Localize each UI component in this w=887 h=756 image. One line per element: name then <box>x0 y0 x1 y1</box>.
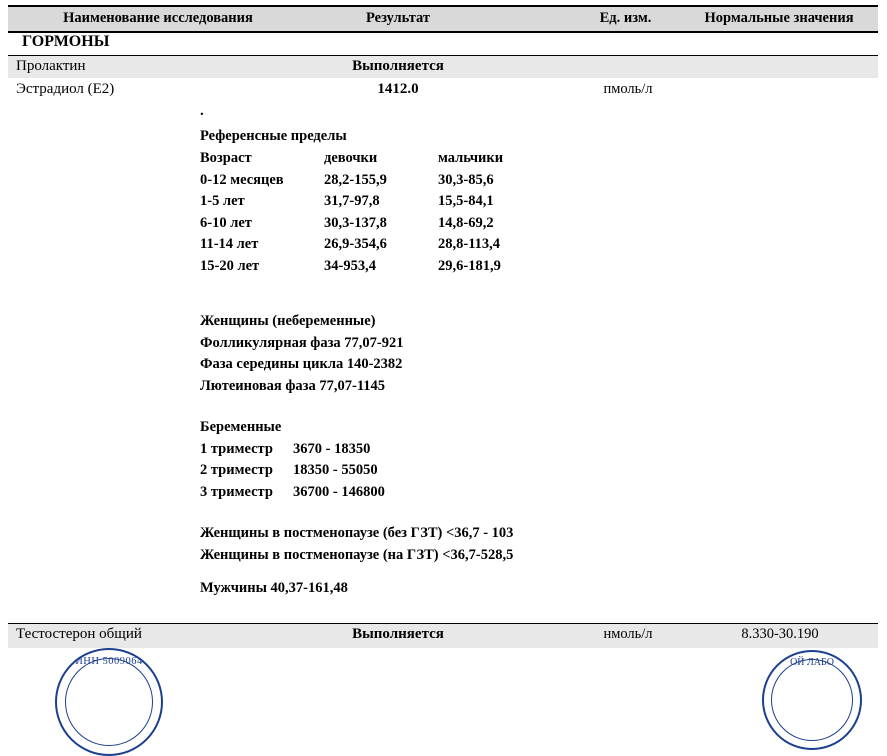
row-unit: пмоль/л <box>603 81 653 97</box>
trimester-label: 2 триместр <box>200 462 273 478</box>
column-header-unit: Ед. изм. <box>599 10 652 26</box>
trimester-label: 1 триместр <box>200 440 273 457</box>
stamp-left <box>55 648 163 756</box>
age-label: 6-10 лет <box>200 214 252 231</box>
women-line-3: Лютеиновая фаза 77,07-1145 <box>200 377 386 394</box>
table-row <box>200 234 578 256</box>
stamp-inner-ring <box>65 658 153 746</box>
reference-limits-block <box>200 104 720 600</box>
row-result: 1412.0 <box>377 81 419 97</box>
row-result: Выполняется <box>352 58 444 74</box>
table-row <box>200 439 385 461</box>
table-row <box>200 170 578 192</box>
reference-age-table <box>200 148 578 277</box>
spacer <box>200 566 720 578</box>
stamp-left-text: ИНН 5009064 <box>75 656 143 667</box>
row-name: Тестостерон общий <box>16 626 142 642</box>
section-title: ГОРМОНЫ <box>22 33 110 50</box>
table-header <box>8 5 878 33</box>
table-row <box>200 482 385 504</box>
age-label: 0-12 месяцев <box>200 171 284 188</box>
table-row <box>200 256 578 278</box>
row-name: Эстрадиол (Е2) <box>16 81 115 97</box>
table-row <box>200 213 578 235</box>
column-header-name: Наименование исследования <box>63 10 253 26</box>
spacer <box>200 277 720 311</box>
stamp-right <box>762 650 862 750</box>
age-label: 15-20 лет <box>200 257 260 274</box>
leading-dot: . <box>200 103 204 119</box>
reference-col-girls: девочки <box>324 150 378 166</box>
stamp-inner-ring <box>771 659 853 741</box>
boys-value: 28,8-113,4 <box>438 236 501 252</box>
row-norm: 8.330-30.190 <box>741 626 819 642</box>
reference-col-boys: мальчики <box>438 150 504 166</box>
table-row <box>8 623 878 648</box>
women-title: Женщины (небеременные) <box>200 313 376 329</box>
row-result: Выполняется <box>352 626 444 642</box>
reference-title: Референсные пределы <box>200 128 347 144</box>
column-header-result: Результат <box>365 10 431 26</box>
trimester-value: 36700 - 146800 <box>293 483 385 500</box>
boys-value: 29,6-181,9 <box>438 257 501 274</box>
table-row <box>8 56 878 78</box>
table-row <box>8 79 878 101</box>
girls-value: 34-953,4 <box>324 257 376 274</box>
pregnant-trimester-table <box>200 439 385 504</box>
row-name: Пролактин <box>16 58 86 74</box>
trimester-value: 18350 - 55050 <box>293 462 378 478</box>
section-row-hormones <box>8 31 878 56</box>
age-label: 11-14 лет <box>200 236 259 252</box>
boys-value: 15,5-84,1 <box>438 193 494 209</box>
pregnant-title: Беременные <box>200 419 282 435</box>
postmenopause-line-1: Женщины в постменопаузе (без ГЗТ) <36,7 - 103 <box>200 525 514 541</box>
boys-value: 30,3-85,6 <box>438 171 494 188</box>
postmenopause-line-2: Женщины в постменопаузе (на ГЗТ) <36,7-528,5 <box>200 546 514 563</box>
women-line-2: Фаза середины цикла 140-2382 <box>200 356 403 372</box>
trimester-value: 3670 - 18350 <box>293 440 371 457</box>
women-line-1: Фолликулярная фаза 77,07-921 <box>200 334 404 351</box>
table-row <box>200 191 578 213</box>
girls-value: 26,9-354,6 <box>324 236 387 252</box>
girls-value: 31,7-97,8 <box>324 193 380 209</box>
boys-value: 14,8-69,2 <box>438 214 494 231</box>
spacer <box>200 503 720 523</box>
girls-value: 28,2-155,9 <box>324 171 387 188</box>
age-label: 1-5 лет <box>200 193 245 209</box>
spacer <box>200 397 720 417</box>
row-unit: нмоль/л <box>603 626 653 642</box>
girls-value: 30,3-137,8 <box>324 214 387 231</box>
column-header-norm: Нормальные значения <box>704 10 854 26</box>
reference-table-header-row <box>200 148 578 170</box>
stamp-right-text: ОЙ ЛАБО <box>790 657 834 668</box>
trimester-label: 3 триместр <box>200 483 273 500</box>
reference-col-age: Возраст <box>200 150 252 166</box>
table-row <box>200 460 385 482</box>
men-line: Мужчины 40,37-161,48 <box>200 580 348 596</box>
